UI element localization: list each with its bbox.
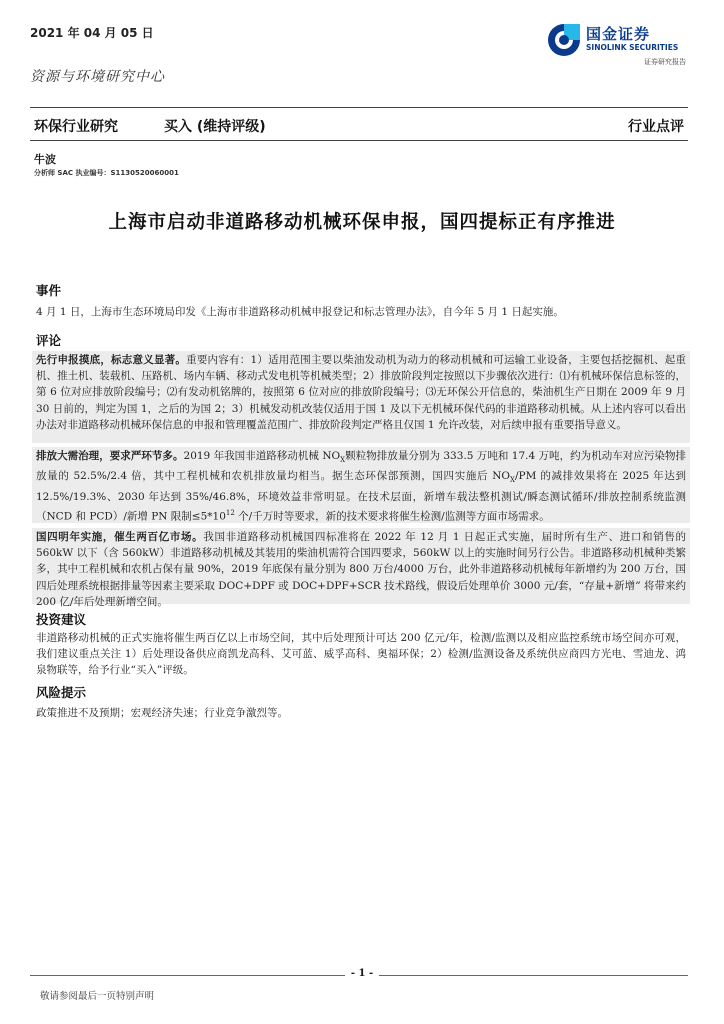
section-heading-event: 事件: [36, 283, 62, 298]
banner-bottom-rule: [30, 140, 688, 141]
comment-text-2b: 颗粒物排放量分别为 333.5 万吨和 17.4 万吨，约为机动车对应污染物排放量的 52.5%/2.4 倍，其中工程机械和农机排放量均相当。据生态环保部预测，国四实施后 NO: [36, 450, 686, 483]
sinolink-logo-icon: [546, 22, 582, 58]
investment-text: 非道路移动机械的正式实施将催生两百亿以上市场空间，其中后处理预计可达 200 亿元/年，检测/监测以及相应监控系统市场空间亦可观，我们建议重点关注 1）后处理设备供应商凯龙高科、艾可蓝、威孚高科、奥福环保；2）检测/监测设备及系统供应商四方光电、雪迪龙、鸿泉物联等，给予行业“买入”评级。: [36, 632, 686, 677]
logo-english-name: SINOLINK SECURITIES: [586, 43, 679, 52]
rating-label: 买入 (维持评级): [164, 119, 266, 135]
footer-disclaimer: 敬请参阅最后一页特别声明: [40, 991, 155, 1002]
research-center-name: 资源与环境研究中心: [30, 69, 165, 85]
pn-exponent: 12: [225, 508, 235, 517]
comment-paragraph-1: [36, 352, 686, 433]
section-heading-comment: 评论: [36, 333, 62, 348]
section-heading-investment: 投资建议: [36, 612, 87, 627]
comment-text-1: 重要内容有：1）适用范围主要以柴油发动机为动力的移动机械和可运输工业设备，主要包括挖掘机、起重机、推土机、装载机、压路机、场内车辆、移动式发电机等机械类型；2）排放阶段判定按照以下步骤依次进行：⑴有机械环保信息标签的，第 6 位对应排放阶段编号；⑵有发动机铭牌的，按照第 6 位对应的排放阶段编号；⑶无环保公开信息的，柴油机生产日期在 2009 年 9 月 30 日前的，判定为国 1，之后的为国 2；3）机械发动机改装仅适用于国 1 及以下无机械环保代码的非道路移动机械。从上述内容可以看出办法对非道路移动机械环保信息的申报和管理覆盖范围广、排放阶段判定严格且仅国 1 允许改装，对后续申报有重要指导意义。: [36, 354, 686, 431]
section-heading-risk: 风险提示: [36, 685, 87, 700]
analyst-cert: 分析师 SAC 执业编号：S1130520060001: [34, 169, 179, 177]
page-number: [0, 968, 724, 979]
comment-text-2d: 个/千万时等要求，新的技术要求将催生检测/监测等方面市场需求。: [234, 510, 550, 523]
report-title: 上海市启动非道路移动机械环保申报，国四提标正有序推进: [108, 212, 616, 233]
banner-top-rule: [30, 107, 688, 108]
comment-text-2a: 2019 年我国非道路移动机械 NO: [183, 450, 341, 462]
logo-chinese-name: 国金证券: [586, 25, 651, 43]
risk-text: 政策推进不及预期；宏观经济失速；行业竞争激烈等。: [36, 707, 288, 719]
comment-lead-3: 国四明年实施，催生两百亿市场。: [36, 531, 204, 543]
report-date: 2021 年 04 月 05 日: [30, 26, 154, 40]
comment-lead-1: 先行申报摸底，标志意义显著。: [36, 354, 187, 366]
industry-label: 环保行业研究: [34, 119, 118, 135]
comment-text-2c: /PM 的减排效果将在 2025 年达到 12.5%/19.3%、2030 年达到 35%/46.8%，环境效益非常明显。在技术层面，新增车载法整机测试/瞬态测试循环/排放控制系统监测（NCD 和 PCD）/新增 PN 限制≤5*10: [36, 470, 686, 523]
comment-paragraph-2: [36, 448, 686, 525]
comment-paragraph-3: [36, 529, 686, 610]
page-number-text: - 1 -: [345, 968, 379, 979]
nox-subscript-2: X: [510, 476, 515, 485]
logo-subtitle: 证券研究报告: [644, 58, 686, 66]
comment-lead-2: 排放大需治理，要求严环节多。: [36, 450, 184, 462]
brand-logo: [546, 22, 686, 68]
report-type-label: 行业点评: [628, 119, 684, 135]
event-text: 4 月 1 日，上海市生态环境局印发《上海市非道路移动机械申报登记和标志管理办法》，自今年 5 月 1 日起实施。: [36, 306, 564, 318]
nox-subscript: X: [340, 456, 346, 465]
analyst-name: 牛波: [34, 153, 56, 166]
comment-text-3: 我国非道路移动机械国四标准将在 2022 年 12 月 1 日起正式实施，届时所有生产、进口和销售的 560kW 以下（含 560kW）非道路移动机械及其装用的柴油机需符合国四要求，560kW 以上的实施时间另行公告。非道路移动机械种类繁多，其中工程机械和农机占保有量 90%，2019 年底保有量分别为 800 万台/4000 万台，此外非道路移动机械每年新增约为 200 万台，国四后处理系统根据排量等因素主要采取 DOC+DPF 或 DOC+DPF+SCR 技术路线，假设后处理单价 3000 元/套，“存量+新增” 将带来约 200 亿/年后处理新增空间。: [36, 531, 686, 608]
